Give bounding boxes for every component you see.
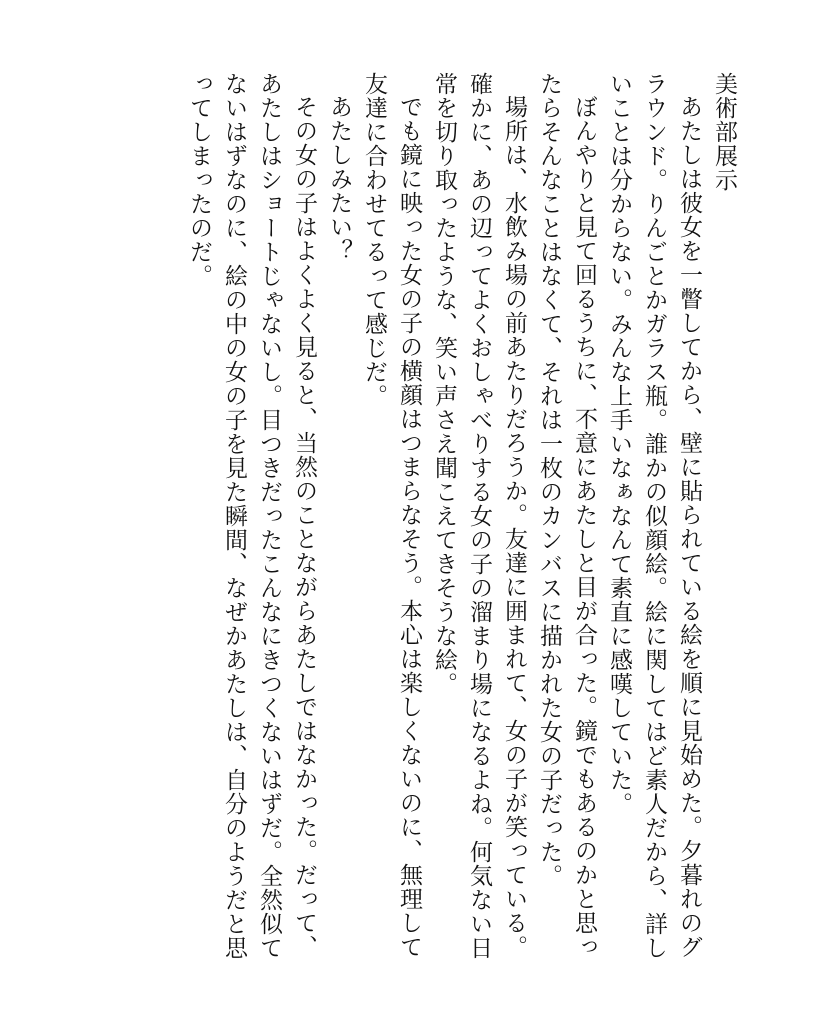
paragraph: でも鏡に映った女の子の横顔はつまらなそう。本心は楽しくないのに、無理して友達に合わせてるって感じだ。	[361, 72, 422, 959]
vertical-text-body	[181, 72, 741, 972]
paragraph: その女の子はよくよく見ると、当然のことながらあたしではなかった。だって、あたしはショートじゃないし。目つきだったこんなにきつくないはずだ。全然似てないはずなのに、絵の中の女の子を見た瞬間、なぜかあたしは、自分のようだと思ってしまったのだ。	[186, 72, 317, 960]
paragraph: 場所は、水飲み場の前あたりだろうか。友達に囲まれて、女の子が笑っている。確かに、あの辺ってよくおしゃべりする女の子の溜まり場になるよね。何気ない日常を切り取ったような、笑い声さえ聞こえてきそうな絵。	[431, 72, 527, 960]
paragraph: あたしみたい？	[326, 95, 352, 263]
paragraph: ぼんやりと見て回るうちに、不意にあたしと目が合った。鏡でもあるのかと思ったらそんなことはなくて、それは一枚のカンバスに描かれた女の子だった。	[536, 72, 597, 959]
section-title: 美術部展示	[711, 72, 737, 192]
paragraph: あたしは彼女を一瞥してから、壁に貼られている絵を順に見始めた。夕暮れのグラウンド。りんごとかガラス瓶。誰かの似顔絵。絵に関してはど素人だから、詳しいことは分からない。みんな上手いなぁなんて素直に感嘆していた。	[606, 72, 702, 960]
